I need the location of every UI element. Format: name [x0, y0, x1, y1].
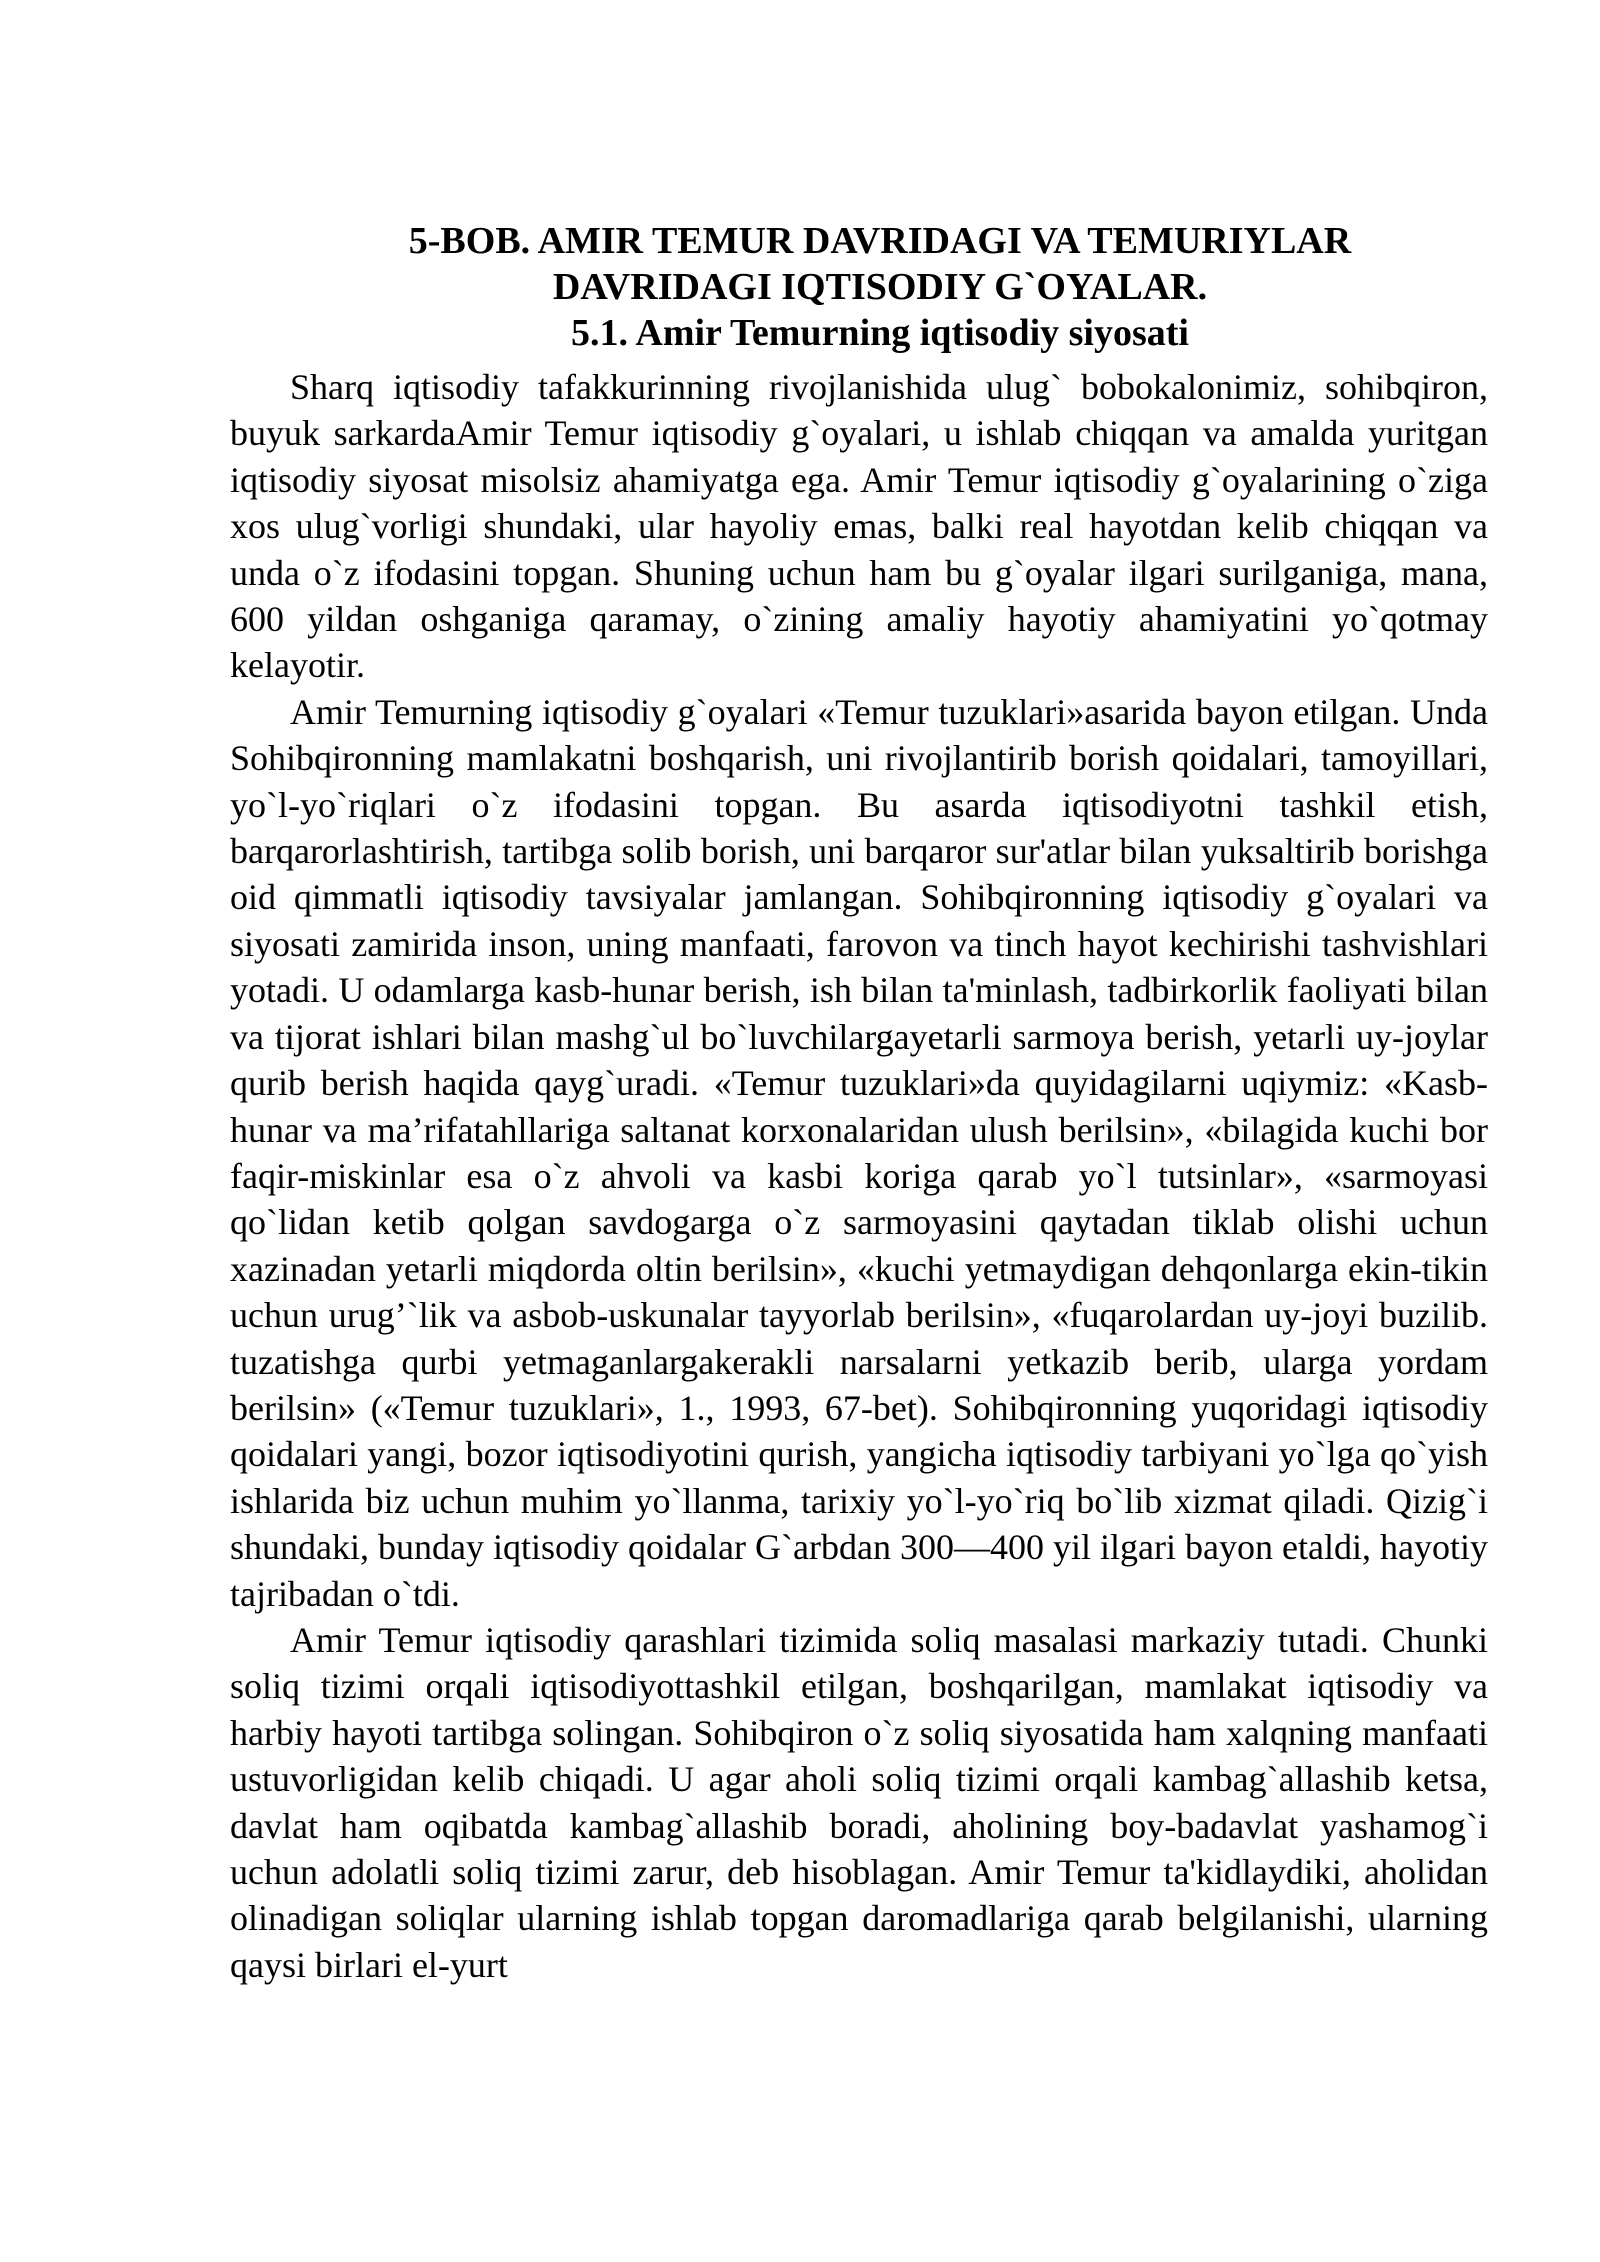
section-title: 5.1. Amir Temurning iqtisodiy siyosati	[571, 312, 1189, 354]
chapter-title-line-1: 5-BOB. AMIR TEMUR DAVRIDAGI VA TEMURIYLAR	[408, 220, 1352, 262]
paragraph-2: Amir Temurning iqtisodiy g`oyalari «Temur tuzuklari»asarida bayon etilgan. Unda Sohibqironning mamlakatni boshqarish, uni rivojlantirib borish qoidalari, tamoyillari, yo`l-yo`riqlari o`z ifodasini topgan. Bu asarda iqtisodiyotni tashkil etish, barqarorlashtirish, tartibga solib borish, uni barqaror sur'atlar bilan yuksaltirib borishga oid qimmatli iqtisodiy tavsiyalar jamlangan. Sohibqironning iqtisodiy g`oyalari va siyosati zamirida inson, uning manfaati, farovon va tinch hayot kechirishi tashvishlari yotadi. U odamlarga kasb-hunar berish, ish bilan ta'minlash, tadbirkorlik faoliyati bilan va tijorat ishlari bilan mashg`ul bo`luvchilargayetarli sarmoya berish, yetarli uy-joylar qurib berish haqida qayg`uradi. «Temur tuzuklari»da quyidagilarni uqiymiz: «Kasb-hunar va ma’rifatahllariga saltanat korxonalaridan ulush berilsin», «bilagida kuchi bor faqir-miskinlar esa o`z ahvoli va kasbi koriga qarab yo`l tutsinlar», «sarmoyasi qo`lidan ketib qolgan savdogarga o`z sarmoyasini qaytadan tiklab olishi uchun xazinadan yetarli miqdorda oltin berilsin», «kuchi yetmaydigan dehqonlarga ekin-tikin uchun urug’`lik va asbob-uskunalar tayyorlab berilsin», «fuqarolardan uy-joyi buzilib. tuzatishga qurbi yetmaganlargakerakli narsalarni yetkazib berib, ularga yordam berilsin» («Temur tuzuklari», 1., 1993, 67-bet). Sohibqironning yuqoridagi iqtisodiy qoidalari yangi, bozor iqtisodiyotini qurish, yangicha iqtisodiy tarbiyani yo`lga qo`yish ishlarida biz uchun muhim yo`llanma, tarixiy yo`l-yo`riq bo`lib xizmat qiladi. Qizig`i shundaki, bunday iqtisodiy qoidalar G`arbdan 300—400 yil ilgari bayon etaldi, hayotiy tajribadan o`tdi.	[230, 691, 1488, 1614]
paragraph-3: Amir Temur iqtisodiy qarashlari tizimida soliq masalasi markaziy tutadi. Chunki soliq tizimi orqali iqtisodiyottashkil etilgan, boshqarilgan, mamlakat iqtisodiy va harbiy hayoti tartibga solingan. Sohibqiron o`z soliq siyosatida ham xalqning manfaati ustuvorligidan kelib chiqadi. U agar aholi soliq tizimi orqali kambag`allashib ketsa, davlat ham oqibatda kambag`allashib boradi, aholining boy-badavlat yashamog`i uchun adolatli soliq tizimi zarur, deb hisoblagan. Amir Temur ta'kidlaydiki, aholidan olinadigan soliqlar ularning ishlab topgan daromadlariga qarab belgilanishi, ularning qaysi birlari el-yurt	[230, 1619, 1488, 1985]
body-text	[230, 364, 1488, 1988]
chapter-title-line-2: DAVRIDAGI IQTISODIY G`OYALAR.	[552, 266, 1208, 308]
paragraph-1: Sharq iqtisodiy tafakkurinning rivojlanishida ulug` bobokalonimiz, sohibqiron, buyuk sarkardaAmir Temur iqtisodiy g`oyalari, u ishlab chiqqan va amalda yuritgan iqtisodiy siyosat misolsiz ahamiyatga ega. Amir Temur iqtisodiy g`oyalarining o`ziga xos ulug`vorligi shundaki, ular hayoliy emas, balki real hayotdan kelib chiqqan va unda o`z ifodasini topgan. Shuning uchun ham bu g`oyalar ilgari surilganiga, mana, 600 yildan oshganiga qaramay, o`zining amaliy hayotiy ahamiyatini yo`qotmay kelayotir.	[230, 367, 1488, 686]
